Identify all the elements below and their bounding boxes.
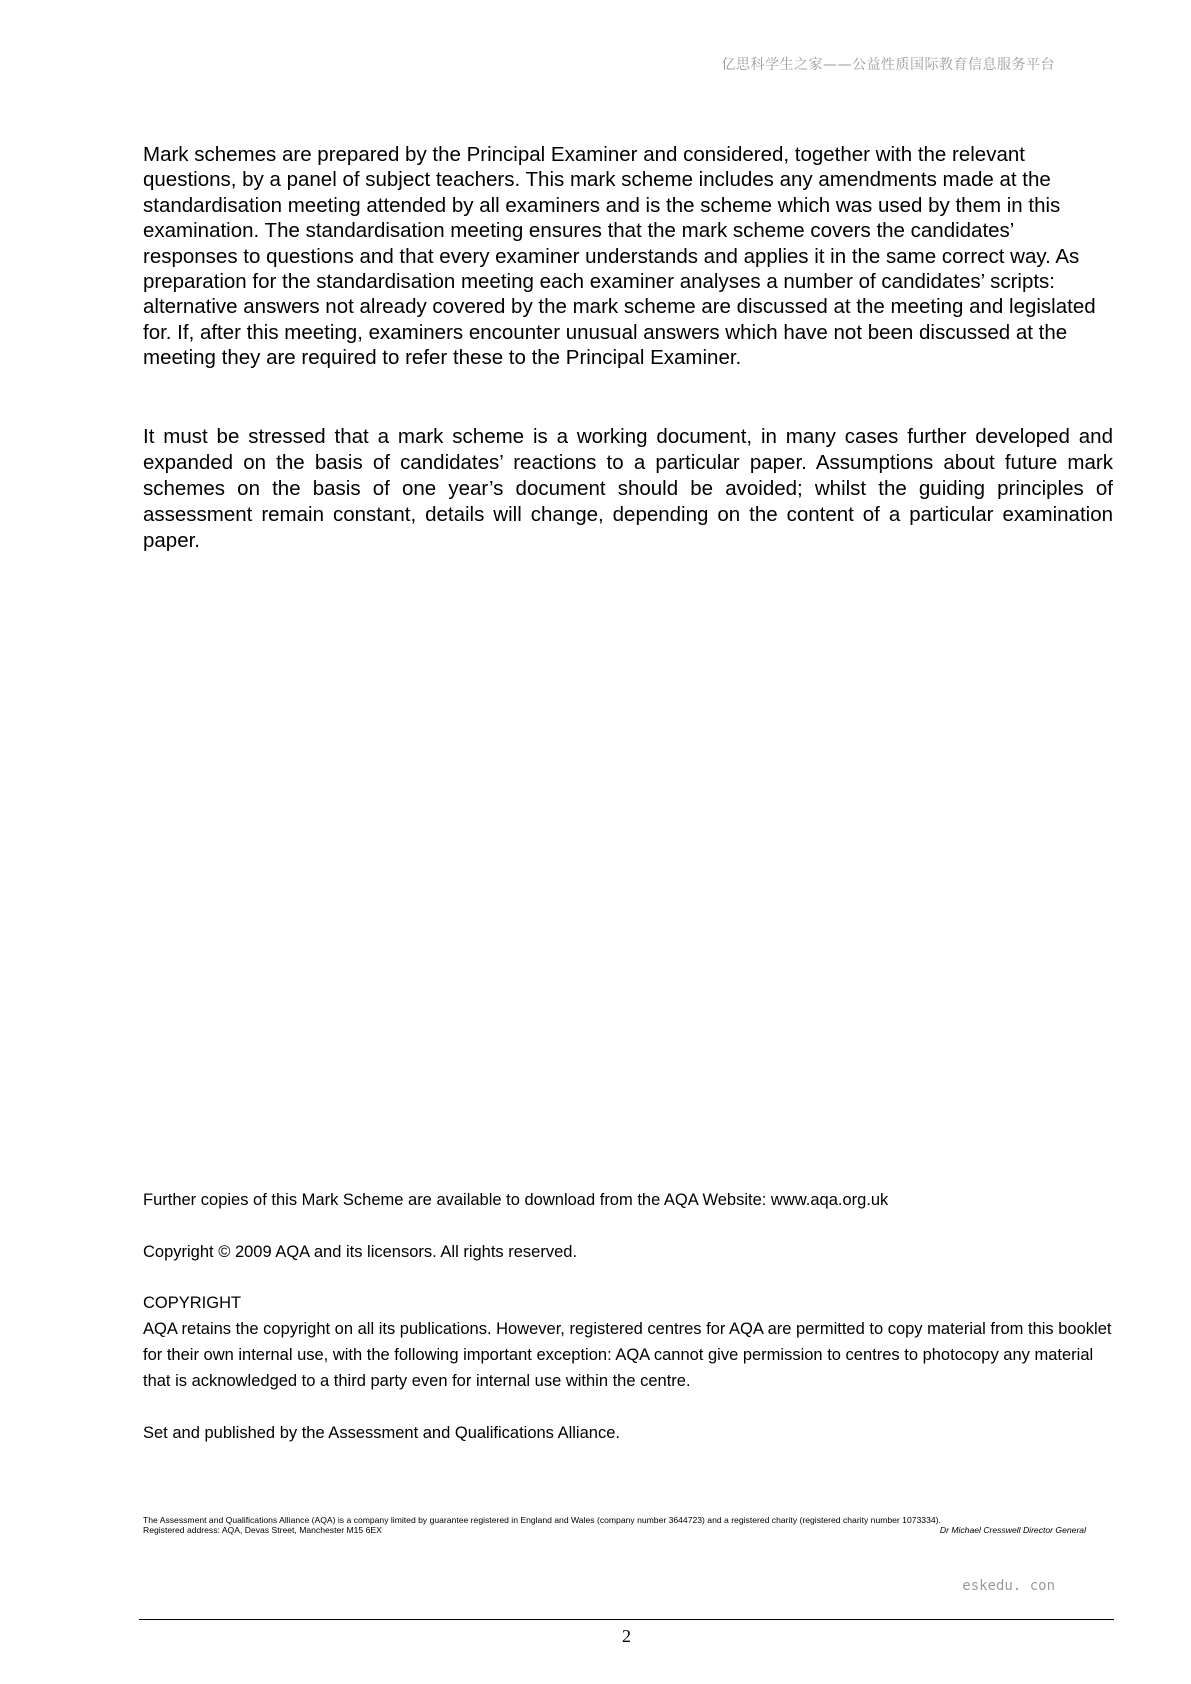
page-number: 2: [622, 1626, 631, 1646]
copyright-heading: COPYRIGHT: [143, 1294, 242, 1312]
legal-company-line: The Assessment and Qualifications Alliance (AQA) is a company limited by guarantee registered in England and Wales (company number 3644723) and a registered charity (registered charity number 1073334).: [143, 1515, 941, 1525]
set-published-note: Set and published by the Assessment and Qualifications Alliance.: [143, 1424, 620, 1442]
footer-watermark: eskedu. con: [962, 1578, 1055, 1594]
header-watermark: 亿思科学生之家——公益性质国际教育信息服务平台: [721, 57, 1055, 73]
legal-address-row: [143, 1525, 1113, 1535]
working-document-text: It must be stressed that a mark scheme is a working document, in many cases further developed and expanded on the basis of candidates’ reactions to a particular paper. Assumptions about future mark schemes on the basis of one year’s document should be avoided; whilst the guiding principles of assessment remain constant, details will change, depending on the content of a particular examination paper.: [143, 425, 1113, 552]
copyright-body: AQA retains the copyright on all its publications. However, registered centres for AQA are permitted to copy material from this booklet for their own internal use, with the following important exception: AQA cannot give permission to centres to photocopy any material that is acknowledged to a third party even for internal use within the centre.: [143, 1320, 1112, 1390]
legal-address: Registered address: AQA, Devas Street, Manchester M15 6EX: [143, 1525, 382, 1535]
further-copies-note: Further copies of this Mark Scheme are available to download from the AQA Website: www.aqa.org.uk: [143, 1191, 889, 1209]
mark-scheme-intro-text: Mark schemes are prepared by the Principal Examiner and considered, together with the relevant questions, by a panel of subject teachers. This mark scheme includes any amendments made at the standardisation meeting attended by all examiners and is the scheme which was used by them in this examination. The standardisation meeting ensures that the mark scheme covers the candidates’ responses to questions and that every examiner understands and applies it in the same correct way. As preparation for the standardisation meeting each examiner analyses a number of candidates’ scripts: alternative answers not already covered by the mark scheme are discussed at the meeting and legislated for. If, after this meeting, examiners encounter unusual answers which have not been discussed at the meeting they are required to refer these to the Principal Examiner.: [143, 143, 1096, 370]
copyright-line: Copyright © 2009 AQA and its licensors. All rights reserved.: [143, 1243, 578, 1261]
legal-notice: [143, 1515, 1113, 1535]
footer-divider: [139, 1619, 1114, 1620]
body-paragraph-2: [143, 424, 1113, 554]
body-paragraph-1: [143, 142, 1113, 371]
legal-director: Dr Michael Cresswell Director General: [939, 1525, 1086, 1535]
